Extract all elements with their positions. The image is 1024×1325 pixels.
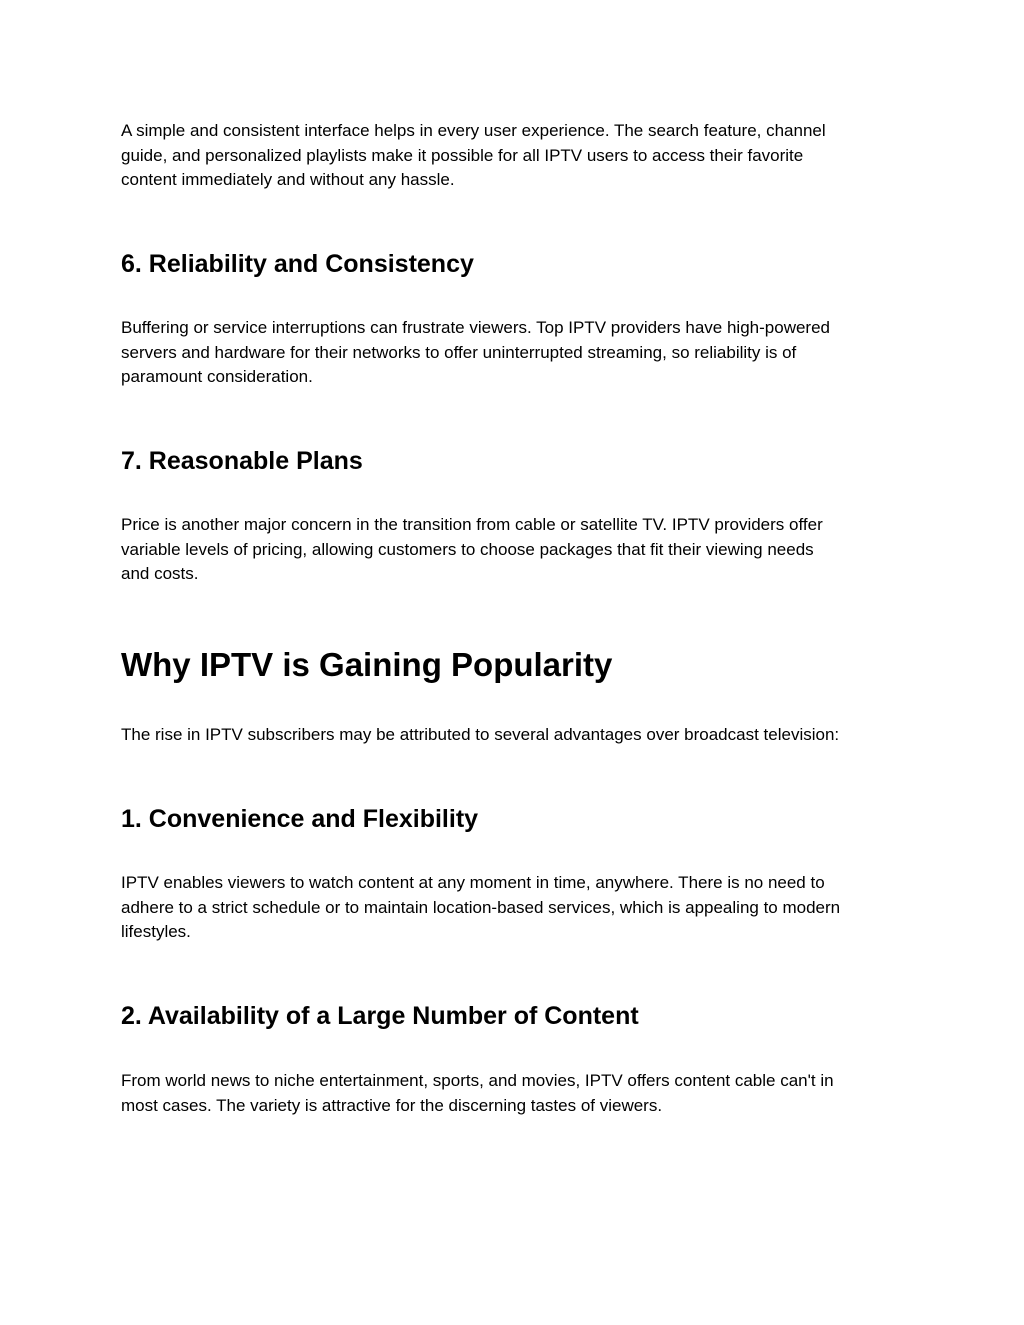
section-6-heading: 6. Reliability and Consistency: [121, 250, 474, 278]
section-2-heading: 2. Availability of a Large Number of Content: [121, 1002, 639, 1030]
intro-paragraph: A simple and consistent interface helps in every user experience. The search feature, channel guide, and personalized playlists make it possible for all IPTV users to access their favorite content immediately and without any hassle.: [121, 121, 826, 189]
section-1-paragraph: IPTV enables viewers to watch content at any moment in time, anywhere. There is no need to adhere to a strict schedule or to maintain location-based services, which is appealing to modern lifestyles.: [121, 873, 841, 941]
main-intro-paragraph: The rise in IPTV subscribers may be attributed to several advantages over broadcast television:: [121, 725, 840, 744]
section-6-paragraph: Buffering or service interruptions can frustrate viewers. Top IPTV providers have high-powered servers and hardware for their networks to offer uninterrupted streaming, so reliability is of paramount consideration.: [121, 318, 830, 386]
section-1-heading: 1. Convenience and Flexibility: [121, 805, 479, 833]
section-7-heading: 7. Reasonable Plans: [121, 447, 363, 475]
section-2-paragraph: From world news to niche entertainment, sports, and movies, IPTV offers content cable can't in most cases. The variety is attractive for the discerning tastes of viewers.: [121, 1071, 834, 1115]
main-heading: Why IPTV is Gaining Popularity: [121, 646, 613, 683]
section-7-paragraph: Price is another major concern in the transition from cable or satellite TV. IPTV providers offer variable levels of pricing, allowing customers to choose packages that fit their viewing needs and costs.: [121, 515, 823, 583]
